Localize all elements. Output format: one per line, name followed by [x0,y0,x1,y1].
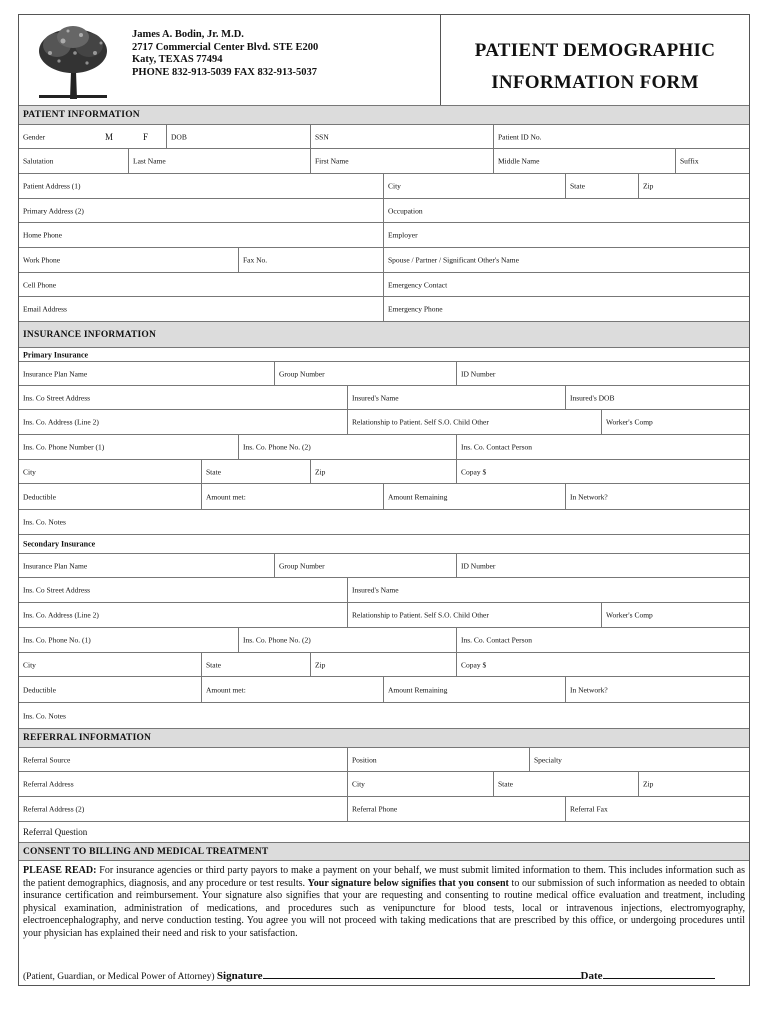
primary-row-plan [19,361,749,385]
signature-prefix: (Patient, Guardian, or Medical Power of Attorney) [23,972,215,982]
referral-zip-field[interactable] [638,772,749,796]
spouse-name-field[interactable] [383,248,749,272]
work-phone-field[interactable] [19,248,238,272]
phone-fax-line: PHONE 832-913-5039 FAX 832-913-5037 [132,66,317,78]
field-label: Home Phone [23,230,62,240]
field-label: Group Number [279,561,325,570]
primary-amount-remaining-field[interactable] [383,484,565,509]
secondary-row-city [19,652,749,676]
field-label: Amount met: [206,685,246,694]
field-label: Copay $ [461,467,487,476]
occupation-field[interactable] [383,199,749,222]
field-label: City [352,779,365,789]
date-input[interactable] [603,968,715,979]
field-label: In Network? [570,685,608,694]
primary-row-address2 [19,409,749,434]
secondary-amount-met-field[interactable] [201,677,383,702]
fax-field[interactable] [238,248,383,272]
form-title-line1: PATIENT DEMOGRAPHIC [474,40,716,61]
primary-insured-dob-field[interactable] [565,386,749,409]
field-label: Referral Fax [570,804,608,814]
field-label: Insured's DOB [570,393,615,402]
field-label: Referral Address [23,779,74,789]
field-label: City [388,181,401,191]
field-label: Ins. Co Street Address [23,585,91,595]
field-label: City [23,660,36,669]
field-label: Ins. Co Street Address [23,393,91,402]
primary-deductible-field[interactable] [19,484,201,509]
field-label: Zip [315,660,326,669]
field-label: Relationship to Patient. Self S.O. Child Other [352,610,489,620]
primary-city-field[interactable] [19,460,201,483]
field-label: State [206,467,221,476]
referral-source-field[interactable] [19,748,347,771]
primary-row-notes [19,509,749,534]
primary-row-city [19,459,749,483]
referral-phone-field[interactable] [347,797,565,821]
field-label: Suffix [680,156,699,166]
please-read-label: PLEASE READ: [23,865,97,876]
field-label: Insurance Plan Name [23,369,88,378]
primary-contact-person-field[interactable] [456,435,749,459]
signature-line [23,968,715,982]
field-label: Zip [315,467,326,476]
section-title: INSURANCE INFORMATION [23,329,157,340]
section-title: PATIENT INFORMATION [23,110,140,120]
form-title-line2: INFORMATION FORM [491,72,699,93]
field-label: SSN [315,132,329,141]
form-header [19,15,749,105]
primary-row-deductible [19,483,749,509]
secondary-insurance-header [19,534,749,553]
secondary-copay-field[interactable] [456,653,749,676]
primary-id-number-field[interactable] [456,362,749,385]
secondary-insured-name-field[interactable] [347,578,749,602]
secondary-row-phone [19,627,749,652]
field-label: Group Number [279,369,325,378]
patient-row-address1 [19,173,749,198]
primary-amount-met-field[interactable] [201,484,383,509]
field-label: Deductible [23,685,56,694]
secondary-row-notes [19,702,749,728]
primary-address2-field[interactable] [19,410,347,434]
primary-workers-comp-field[interactable] [601,410,749,434]
field-label: Ins. Co. Phone No. (2) [243,635,311,645]
field-label: Ins. Co. Notes [23,711,66,720]
primary-copay-field[interactable] [456,460,749,483]
secondary-city-field[interactable] [19,653,201,676]
doctor-name: James A. Bodin, Jr. M.D. [132,29,244,40]
field-label: In Network? [570,492,608,501]
middle-name-field[interactable] [493,149,675,173]
signature-input[interactable] [263,968,581,979]
field-label: Ins. Co. Phone No. (1) [23,635,91,645]
field-label: Position [352,755,377,764]
primary-notes-field[interactable] [19,510,749,534]
field-label: Worker's Comp [606,610,653,620]
field-label: Work Phone [23,255,61,265]
primary-relationship-field[interactable] [347,410,601,434]
field-label: Ins. Co. Address (Line 2) [23,417,99,427]
field-label: Amount Remaining [388,492,448,501]
suffix-field[interactable] [675,149,749,173]
section-title: REFERRAL INFORMATION [23,733,152,743]
patient-demographic-form [18,14,750,986]
field-label: State [206,660,221,669]
referral-address-field[interactable] [19,772,347,796]
field-label: Salutation [23,156,54,166]
practice-address-block [132,29,318,79]
field-label: Amount Remaining [388,685,448,694]
field-label: City [23,467,36,476]
patient-row-work-phone [19,247,749,272]
secondary-in-network-field[interactable] [565,677,749,702]
patient-row-cell-phone [19,272,749,296]
primary-row-street [19,385,749,409]
field-label: Specialty [534,755,562,764]
secondary-street-address-field[interactable] [19,578,347,602]
field-label: Email Address [23,304,67,314]
field-label: State [498,779,513,789]
field-label: Spouse / Partner / Significant Other's Name [388,255,519,265]
field-label: DOB [171,132,187,141]
field-label: Patient Address (1) [23,181,81,191]
primary-state-field[interactable] [201,460,310,483]
secondary-id-number-field[interactable] [456,554,749,577]
primary-insured-name-field[interactable] [347,386,565,409]
field-label: Ins. Co. Phone No. (2) [243,442,311,452]
field-label: Primary Address (2) [23,206,84,215]
field-label: First Name [315,156,349,166]
referral-city-field[interactable] [347,772,493,796]
field-label: Ins. Co. Phone Number (1) [23,442,105,452]
secondary-row-street [19,577,749,602]
field-label: Zip [643,779,654,789]
dob-field[interactable] [166,125,310,148]
primary-in-network-field[interactable] [565,484,749,509]
first-name-field[interactable] [310,149,493,173]
referral-row-source [19,747,749,771]
consent-text-part2: to our submission of such information as needed to obtain insurance certification and reimbursement. Your signature also signifies that your are requesting and consenting to routine medical office evaluation and treatment, including physical examination, administration of medications, and procedures such as venipuncture for blood tests, local or intravenous injections, electromyography, electroencephalography, and nerve conduction testing. You agree you will not proceed with taking medications that are prescribed by this office, or undergoing procedures until your physician has explained their need and risk to your satisfaction. [23,877,745,939]
signature-label: Signature [216,970,263,982]
patient-city-field[interactable] [383,174,565,198]
field-label: Employer [388,230,418,240]
secondary-state-field[interactable] [201,653,310,676]
emergency-contact-field[interactable] [383,273,749,296]
referral-row-question [19,821,749,842]
secondary-relationship-field[interactable] [347,603,601,627]
secondary-group-number-field[interactable] [274,554,456,577]
referral-row-address2 [19,796,749,821]
consent-block [19,860,749,985]
field-label: Ins. Co. Address (Line 2) [23,610,99,620]
patient-state-field[interactable] [565,174,638,198]
gender-field[interactable] [19,125,166,148]
referral-state-field[interactable] [493,772,638,796]
referral-fax-field[interactable] [565,797,749,821]
secondary-row-deductible [19,676,749,702]
patient-id-field[interactable] [493,125,749,148]
field-label: Ins. Co. Contact Person [461,442,533,452]
field-label: Ins. Co. Contact Person [461,635,533,645]
field-label: Amount met: [206,492,246,501]
salutation-field[interactable] [19,149,128,173]
primary-phone1-field[interactable] [19,435,238,459]
gender-m-option[interactable]: M [105,131,114,142]
section-title: CONSENT TO BILLING AND MEDICAL TREATMENT [23,846,269,857]
last-name-field[interactable] [128,149,310,173]
field-label: Zip [643,181,654,191]
field-label: ID Number [461,369,496,378]
field-label: Emergency Phone [388,304,443,314]
secondary-row-plan [19,553,749,577]
patient-row-email [19,296,749,321]
secondary-address2-field[interactable] [19,603,347,627]
address-line1: 2717 Commercial Center Blvd. STE E200 [132,41,319,53]
patient-section-header [19,105,749,124]
secondary-phone2-field[interactable] [238,628,456,652]
referral-address2-field[interactable] [19,797,347,821]
referral-specialty-field[interactable] [529,748,749,771]
secondary-deductible-field[interactable] [19,677,201,702]
patient-row-address2 [19,198,749,222]
referral-question-field[interactable] [19,822,749,842]
field-label: Insured's Name [352,585,399,595]
referral-row-address [19,771,749,796]
patient-row-gender [19,124,749,148]
field-label: Referral Address (2) [23,804,85,814]
secondary-contact-person-field[interactable] [456,628,749,652]
field-label: Gender [23,132,46,141]
field-label: Ins. Co. Notes [23,517,66,527]
field-label: Cell Phone [23,280,57,289]
consent-signature-statement: Your signature below signifies that you consent [307,877,509,889]
oak-tree-icon [35,23,111,99]
patient-row-home-phone [19,222,749,247]
field-label: State [570,181,585,191]
primary-insurance-header [19,347,749,361]
subsection-title: Primary Insurance [23,350,89,359]
date-label: Date [580,970,603,982]
cell-phone-field[interactable] [19,273,383,296]
primary-street-address-field[interactable] [19,386,347,409]
emergency-phone-field[interactable] [383,297,749,321]
field-label: Insurance Plan Name [23,561,88,570]
gender-f-option[interactable]: F [143,131,149,142]
primary-group-number-field[interactable] [274,362,456,385]
consent-text-part1: For insurance agencies or third party payors to make a payment on your behalf, we must submit limited information to them. This includes information such as the patient demographics, diagnosis, and any procedure or test results. [23,865,745,889]
field-label: Last Name [133,156,166,166]
patient-zip-field[interactable] [638,174,749,198]
primary-row-phone [19,434,749,459]
consent-section-header [19,842,749,860]
field-label: Referral Question [23,827,88,837]
insurance-section-header [19,321,749,347]
field-label: Emergency Contact [388,280,448,289]
secondary-zip-field[interactable] [310,653,456,676]
secondary-notes-field[interactable] [19,703,749,728]
secondary-amount-remaining-field[interactable] [383,677,565,702]
form-title [441,35,749,99]
secondary-workers-comp-field[interactable] [601,603,749,627]
subsection-title: Secondary Insurance [23,539,96,549]
primary-zip-field[interactable] [310,460,456,483]
field-label: Deductible [23,492,56,501]
employer-field[interactable] [383,223,749,247]
secondary-plan-name-field[interactable] [19,554,274,577]
field-label: Referral Phone [352,804,398,814]
field-label: Relationship to Patient. Self S.O. Child Other [352,417,489,427]
referral-section-header [19,728,749,747]
ssn-field[interactable] [310,125,493,148]
field-label: Insured's Name [352,393,399,402]
field-label: Middle Name [498,156,540,166]
field-label: Occupation [388,206,423,215]
field-label: ID Number [461,561,496,570]
home-phone-field[interactable] [19,223,383,247]
field-label: Worker's Comp [606,417,653,427]
patient-address1-field[interactable] [19,174,383,198]
patient-row-name [19,148,749,173]
field-label: Copay $ [461,660,487,669]
primary-phone2-field[interactable] [238,435,456,459]
consent-text [23,865,745,941]
field-label: Fax No. [243,255,268,265]
referral-position-field[interactable] [347,748,529,771]
primary-address2-field[interactable] [19,199,383,222]
address-line2: Katy, TEXAS 77494 [132,54,223,65]
field-label: Referral Source [23,755,71,764]
field-label: Patient ID No. [498,132,542,141]
primary-plan-name-field[interactable] [19,362,274,385]
secondary-row-address2 [19,602,749,627]
secondary-phone1-field[interactable] [19,628,238,652]
email-field[interactable] [19,297,383,321]
